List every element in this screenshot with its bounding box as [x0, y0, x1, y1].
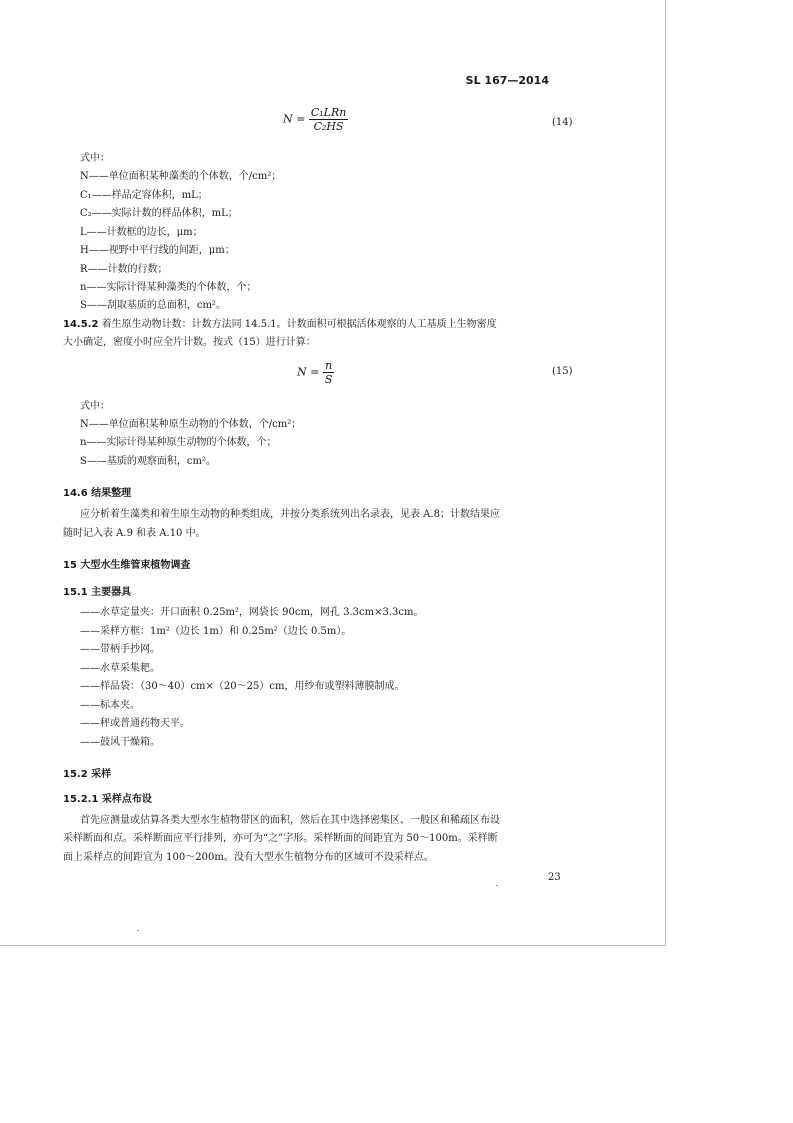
paragraph-line: 面上采样点的间距宜为 100～200m。没有大型水生植物分布的区域可不设采样点。: [63, 852, 434, 863]
equipment-item: ——秤或普通药物天平。: [80, 718, 190, 729]
symbol-definition: L——计数框的边长，μm；: [80, 227, 203, 238]
equation-fraction: [323, 359, 335, 386]
clause-14-5-2-line-1: [63, 318, 497, 332]
symbol-definition: C₁——样品定容体积，mL；: [80, 190, 208, 201]
symbol-definition: n——实际计得某种原生动物的个体数，个；: [80, 437, 277, 448]
equation-15: [297, 359, 334, 386]
equation-14: [283, 106, 348, 133]
symbol-definition: R——计数的行数；: [80, 264, 168, 275]
equation-fraction: [309, 106, 349, 133]
equipment-item: ——带柄手抄网。: [80, 644, 160, 655]
equipment-item: ——采样方框：1m²（边长 1m）和 0.25m²（边长 0.5m）。: [80, 626, 352, 637]
equation-number: (14): [552, 117, 573, 128]
equipment-item: ——标本夹。: [80, 700, 140, 711]
symbol-definition: C₂——实际计数的样品体积，mL；: [80, 208, 238, 219]
page-number: 23: [548, 872, 561, 883]
equation-lhs: N =: [297, 365, 320, 379]
equipment-item: ——鼓风干燥箱。: [80, 737, 160, 748]
clause-text: 着生原生动物计数：计数方法同 14.5.1。计数面积可根据活体观察的人工基质上生物密度: [101, 319, 497, 330]
equation-denominator: C₂HS: [313, 120, 344, 133]
section-heading-15: 15 大型水生维管束植物调查: [63, 560, 191, 571]
paragraph-line: 随时记入表 A.9 和表 A.10 中。: [63, 528, 206, 539]
paragraph-line: 采样断面和点。采样断面应平行排列，亦可为“之”字形。采样断面的间距宜为 50～100m。采样断: [63, 833, 498, 844]
equation-denominator: S: [324, 373, 333, 386]
symbol-definition: S——基质的观察面积，cm²。: [80, 456, 216, 467]
symbol-definition: S——刮取基质的总面积，cm²。: [80, 300, 226, 311]
equipment-item: ——水草采集耙。: [80, 663, 160, 674]
scan-speck: [137, 930, 139, 931]
section-heading-15-2: 15.2 采样: [63, 769, 112, 780]
where-label: 式中：: [80, 153, 110, 164]
symbol-definition: n——实际计得某种藻类的个体数，个；: [80, 282, 257, 293]
paragraph-line: 应分析着生藻类和着生原生动物的种类组成，并按分类系统列出名录表，见表 A.8；计数结果应: [80, 509, 500, 520]
where-label: 式中：: [80, 401, 110, 412]
section-heading-15-2-1: 15.2.1 采样点布设: [63, 794, 152, 805]
clause-14-5-2-line-2: 大小确定，密度小时应全片计数。按式（15）进行计算：: [63, 337, 316, 348]
standard-code: SL 167—2014: [465, 74, 549, 87]
equation-number: (15): [552, 366, 573, 377]
paragraph-line: 首先应测量或估算各类大型水生植物带区的面积，然后在其中选择密集区、一般区和稀疏区布设: [80, 815, 500, 826]
equation-lhs: N =: [283, 112, 306, 126]
equation-numerator: n: [323, 359, 335, 373]
equation-numerator: C₁LRn: [310, 106, 347, 119]
clause-number: 14.5.2: [63, 319, 99, 330]
equipment-item: ——样品袋：（30～40）cm×（20～25）cm，用纱布或塑料薄膜制成。: [80, 681, 405, 692]
symbol-definition: H——视野中平行线的间距，μm；: [80, 245, 235, 256]
scan-speck: [496, 885, 498, 886]
equipment-item: ——水草定量夹：开口面积 0.25m²，网袋长 90cm，网孔 3.3cm×3.3cm。: [80, 607, 424, 618]
symbol-definition: N——单位面积某种藻类的个体数，个/cm²；: [80, 171, 282, 182]
section-heading-15-1: 15.1 主要器具: [63, 587, 132, 598]
symbol-definition: N——单位面积某种原生动物的个体数，个/cm²；: [80, 419, 302, 430]
section-heading-14-6: 14.6 结果整理: [63, 488, 132, 499]
